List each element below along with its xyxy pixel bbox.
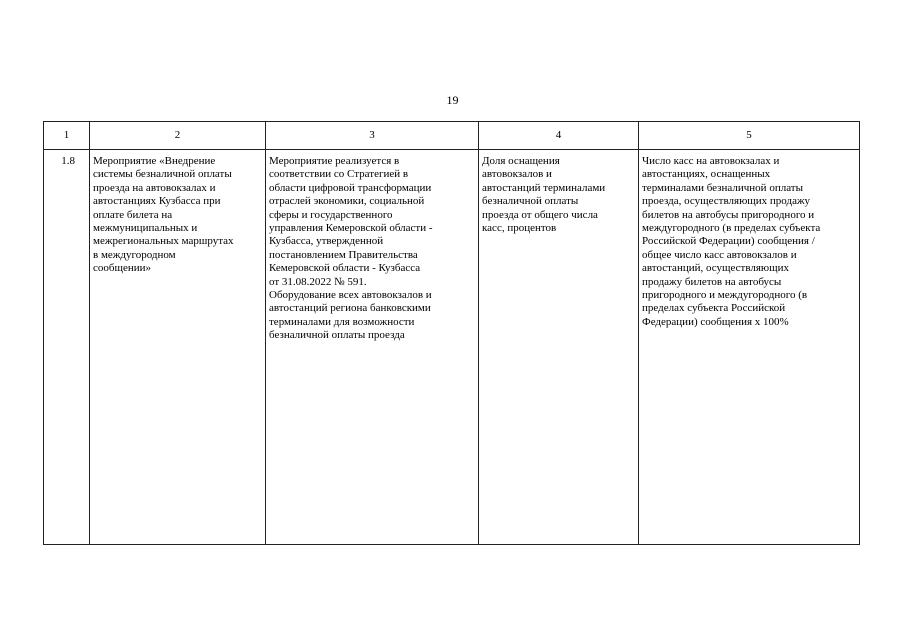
measure-text: Мероприятие «Внедрение системы безналичной оплаты проезда на автовокзалах и автостанциях Кузбасса при оплате билета на межмуниципальных и межрегиональных маршрутах в междугородном сообщении»: [93, 155, 234, 275]
table-header-row: [44, 122, 860, 150]
row-number: 1.8: [61, 155, 75, 167]
measure-cell: [90, 150, 266, 545]
header-col-4: 4: [479, 122, 639, 150]
header-col-3: 3: [266, 122, 479, 150]
row-number-cell: [44, 150, 90, 545]
header-col-1: 1: [44, 122, 90, 150]
indicator-cell: [479, 150, 639, 545]
header-col-2: 2: [90, 122, 266, 150]
header-col-5: 5: [639, 122, 860, 150]
formula-cell: [639, 150, 860, 545]
description-text: Мероприятие реализуется в соответствии со Стратегией в области цифровой трансформации отраслей экономики, социальной сферы и государственного управления Кемеровской области - Кузбасса, утвержденной постановлением Правительства Кемеровской области - Кузбасса от 31.08.2022 № 591. Оборудование всех автовокзалов и автостанций региона банковскими терминалами для возможности безналичной оплаты проезда: [269, 155, 433, 342]
description-cell: [266, 150, 479, 545]
formula-text: Число касс на автовокзалах и автостанциях, оснащенных терминалами безналичной оплаты проезда, осуществляющих продажу билетов на автобусы пригородного и междугородного (в пределах субъекта Российской Федерации) сообщения / общее число касс автовокзалов и автостанций, осуществляющих продажу билетов на автобусы пригородного и междугородного (в пределах субъекта Российской Федерации) сообщения x 100%: [642, 155, 821, 328]
page-number: 19: [446, 93, 459, 107]
indicator-table: [43, 121, 860, 545]
table-row: [44, 150, 860, 545]
indicator-text: Доля оснащения автовокзалов и автостанций терминалами безналичной оплаты проезда от общего числа касс, процентов: [482, 155, 606, 235]
